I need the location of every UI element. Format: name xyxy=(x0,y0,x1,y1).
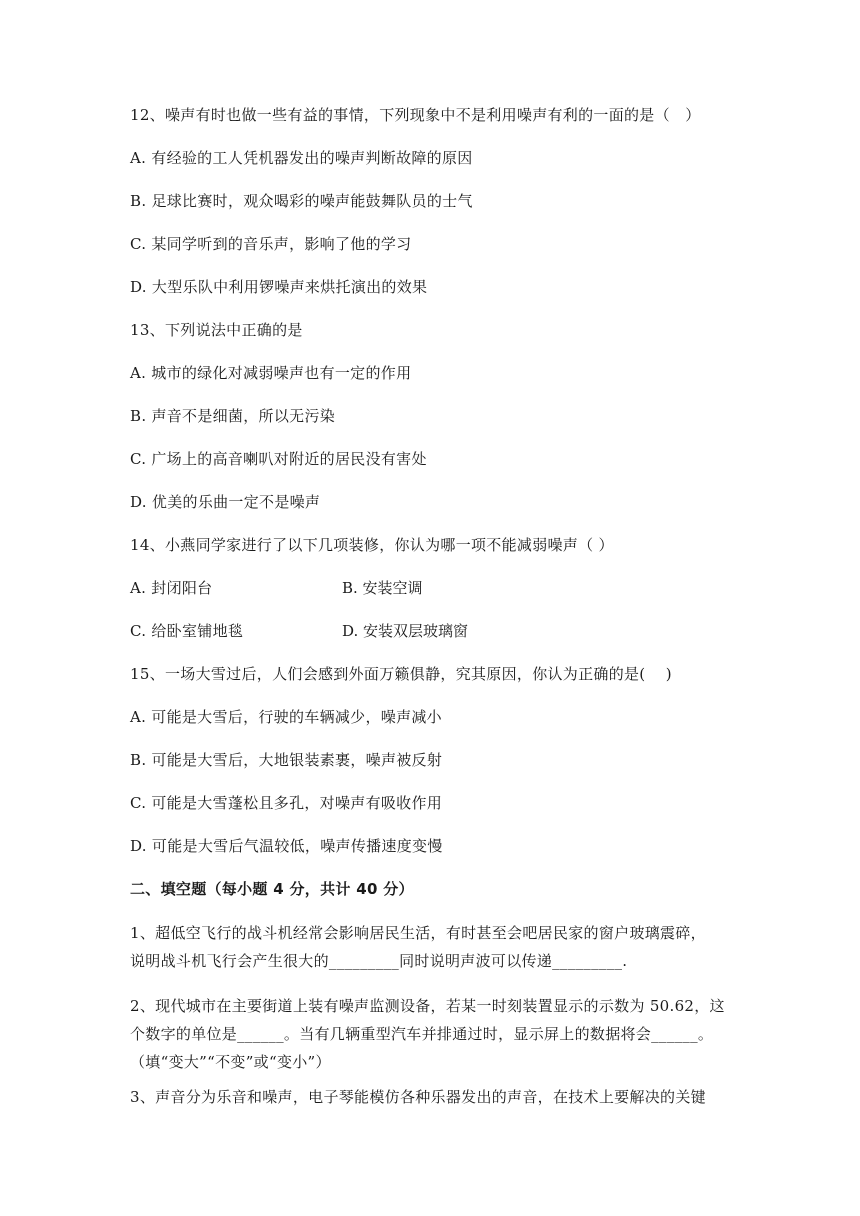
question-14-option-b: B. 安装空调 xyxy=(342,579,423,597)
question-14-stem: 14、小燕同学家进行了以下几项装修，你认为哪一项不能减弱噪声（ ） xyxy=(130,536,614,554)
question-15-option-a: A. 可能是大雪后，行驶的车辆减少，噪声减小 xyxy=(130,708,442,726)
question-14-option-a: A. 封闭阳台 xyxy=(130,579,213,597)
fill-2-line-1: 2、现代城市在主要街道上装有噪声监测设备，若某一时刻装置显示的示数为 50.62，这 xyxy=(130,997,725,1015)
question-12-option-a: A. 有经验的工人凭机器发出的噪声判断故障的原因 xyxy=(130,149,473,167)
question-15-option-c: C. 可能是大雪蓬松且多孔，对噪声有吸收作用 xyxy=(130,794,443,812)
fill-1-line-2: 说明战斗机飞行会产生很大的_________同时说明声波可以传递_________. xyxy=(130,952,628,970)
question-13-option-b: B. 声音不是细菌，所以无污染 xyxy=(130,407,336,425)
question-13-option-d: D. 优美的乐曲一定不是噪声 xyxy=(130,493,321,511)
question-14-option-c: C. 给卧室铺地毯 xyxy=(130,622,244,640)
question-12-option-b: B. 足球比赛时，观众喝彩的噪声能鼓舞队员的士气 xyxy=(130,192,473,210)
fill-3-line-1: 3、声音分为乐音和噪声，电子琴能模仿各种乐器发出的声音，在技术上要解决的关键 xyxy=(130,1088,706,1106)
section-2-heading: 二、填空题（每小题 4 分，共计 40 分） xyxy=(130,880,414,898)
question-14-option-d: D. 安装双层玻璃窗 xyxy=(342,622,469,640)
question-15-stem: 15、一场大雪过后，人们会感到外面万籁俱静，究其原因，你认为正确的是( ) xyxy=(130,665,672,683)
fill-2-line-2: 个数字的单位是______。当有几辆重型汽车并排通过时，显示屏上的数据将会______。 xyxy=(130,1025,714,1043)
question-13-option-a: A. 城市的绿化对减弱噪声也有一定的作用 xyxy=(130,364,412,382)
question-13-stem: 13、下列说法中正确的是 xyxy=(130,321,303,339)
fill-2-line-3: （填“变大”“不变”或“变小”） xyxy=(130,1053,331,1071)
question-12-stem: 12、噪声有时也做一些有益的事情，下列现象中不是利用噪声有利的一面的是（ ） xyxy=(130,106,701,124)
question-15-option-b: B. 可能是大雪后，大地银装素裹，噪声被反射 xyxy=(130,751,443,769)
question-12-option-d: D. 大型乐队中利用锣噪声来烘托演出的效果 xyxy=(130,278,428,296)
fill-1-line-1: 1、超低空飞行的战斗机经常会影响居民生活，有时甚至会吧居民家的窗户玻璃震碎， xyxy=(130,924,706,942)
question-15-option-d: D. 可能是大雪后气温较低，噪声传播速度变慢 xyxy=(130,837,443,855)
question-13-option-c: C. 广场上的高音喇叭对附近的居民没有害处 xyxy=(130,450,427,468)
question-12-option-c: C. 某同学听到的音乐声，影响了他的学习 xyxy=(130,235,412,253)
